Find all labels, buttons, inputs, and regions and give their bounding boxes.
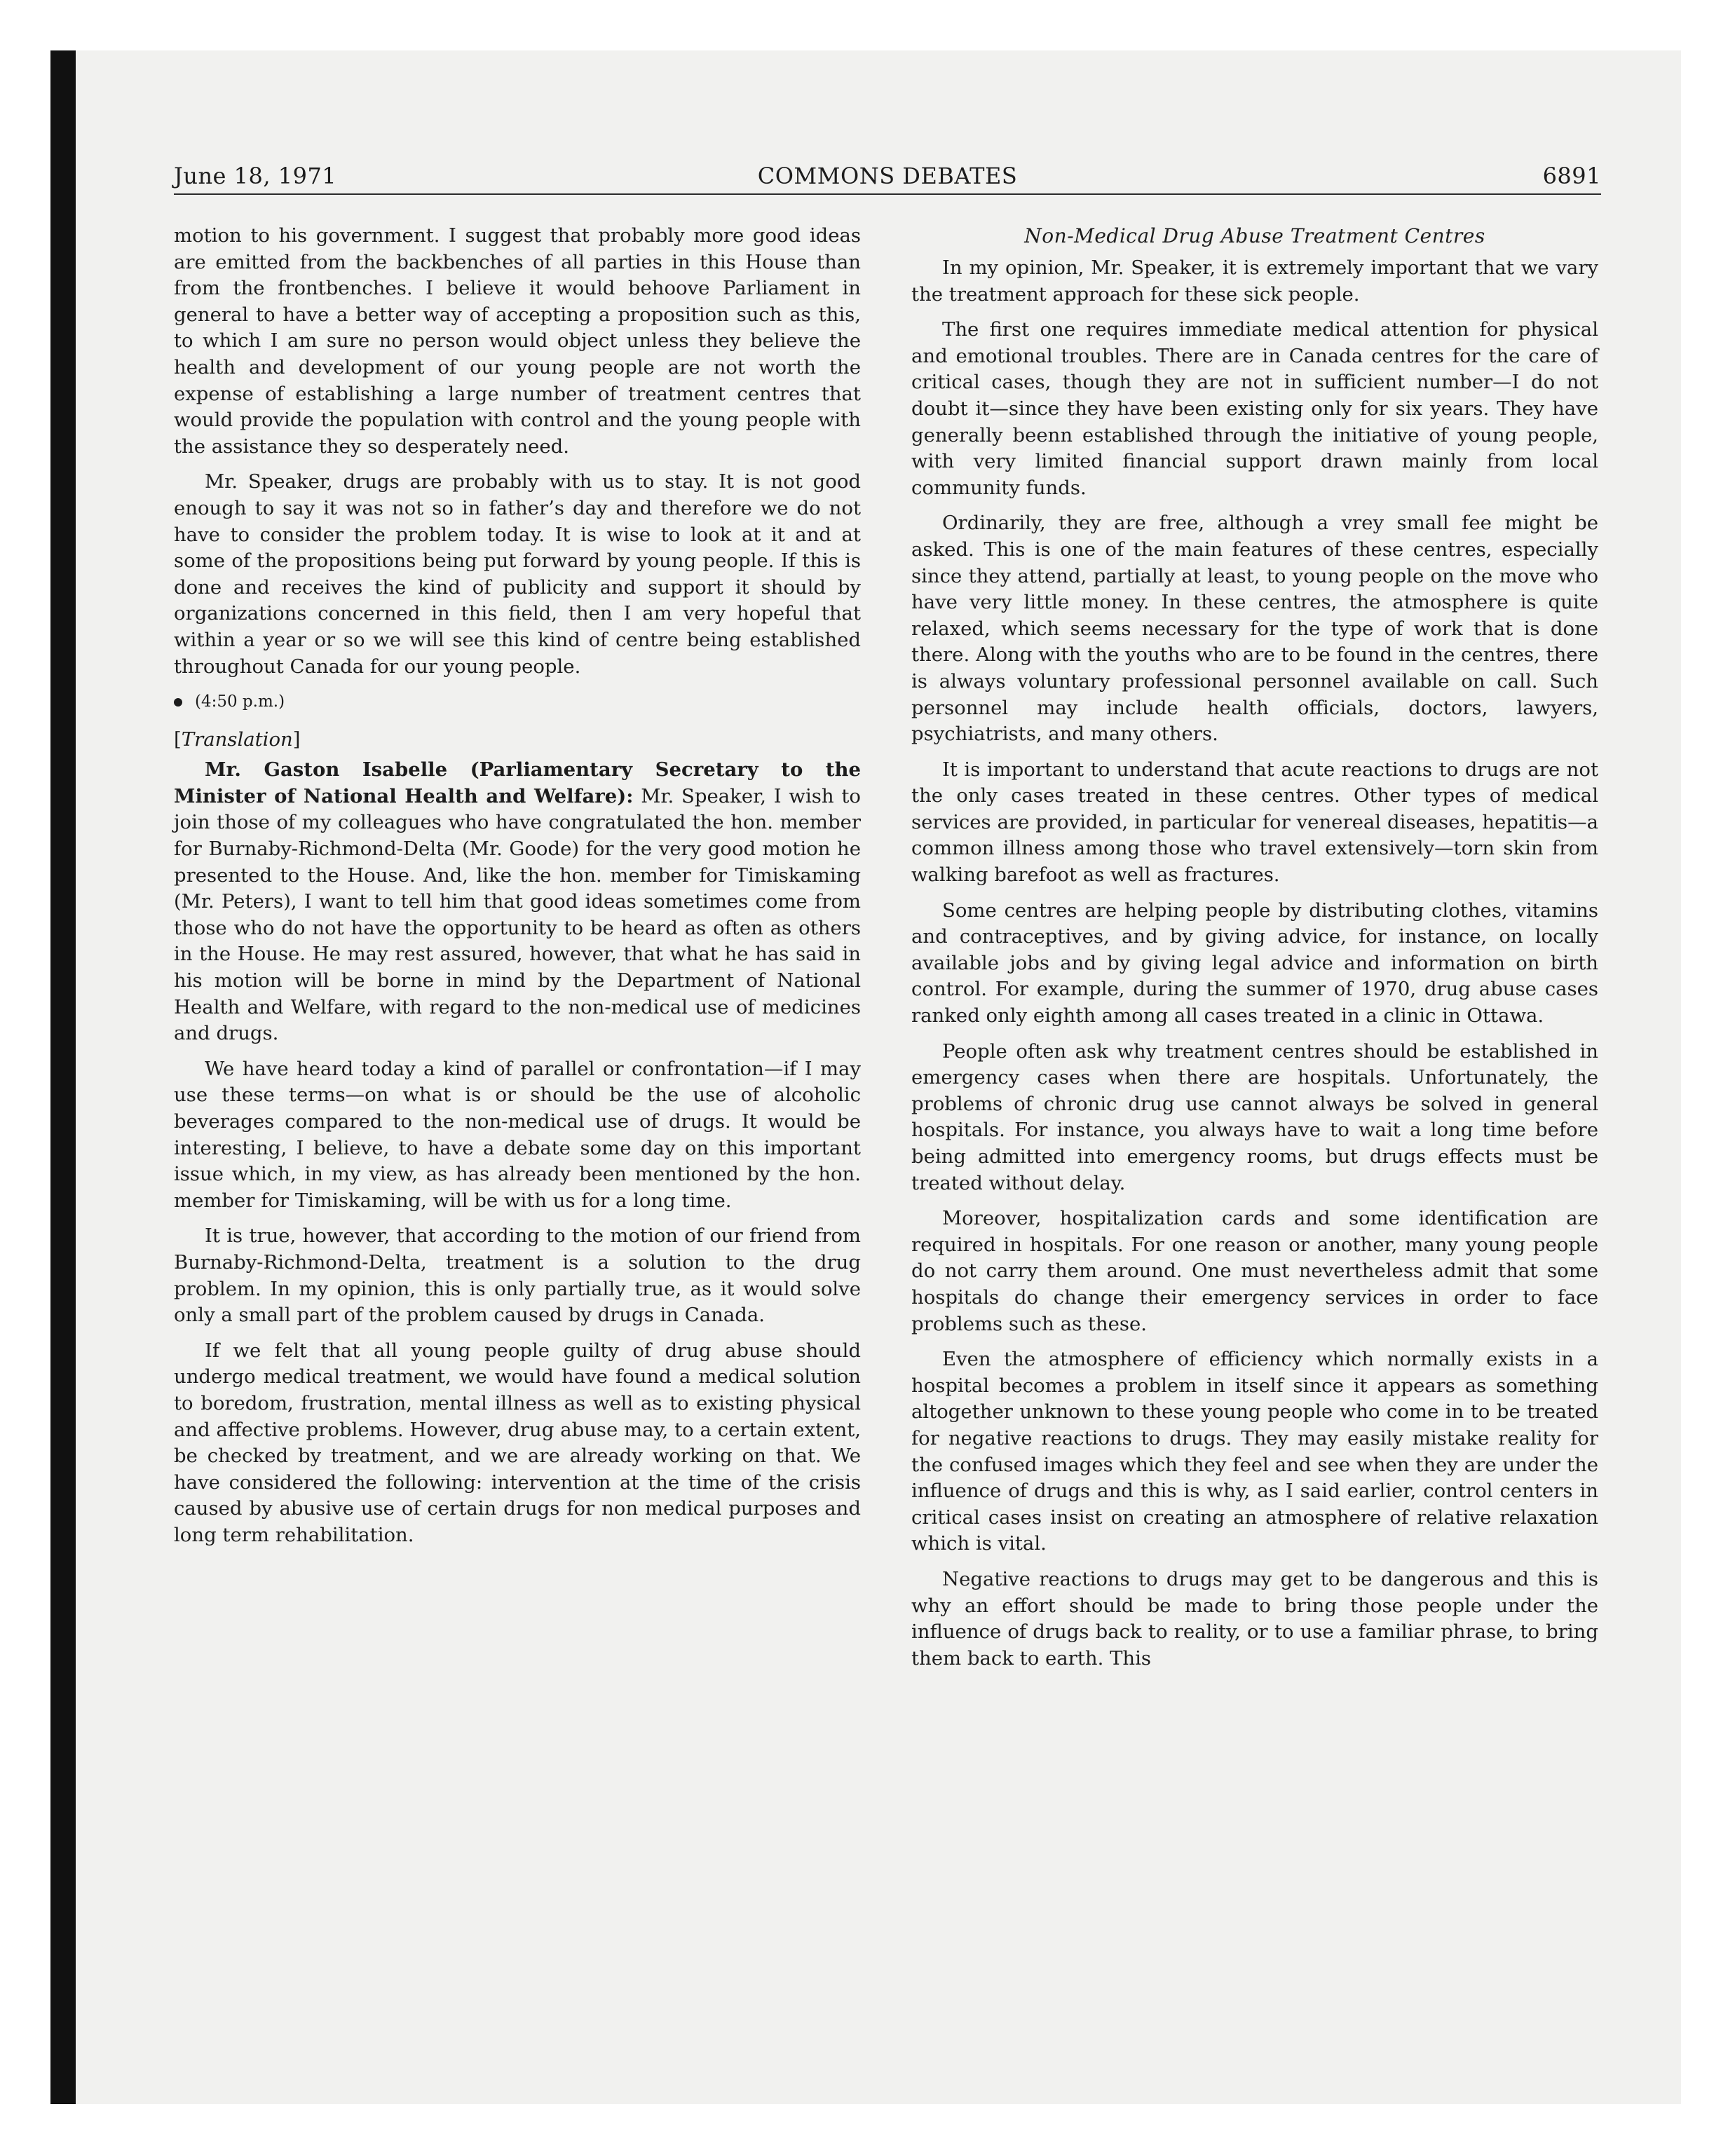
speaker-name: Mr. Gaston Isabelle (Parliamentary Secretary to the Minister of National Health and Welfare): — [174, 758, 861, 807]
paragraph: In my opinion, Mr. Speaker, it is extremely important that we vary the treatment approach for these sick people. — [911, 257, 1598, 306]
section-heading: Non-Medical Drug Abuse Treatment Centres — [1024, 224, 1485, 247]
time-marker — [174, 689, 861, 716]
header-date: June 18, 1971 — [174, 163, 337, 189]
paragraph: People often ask why treatment centres should be established in emergency cases when there are hospitals. Unfortunately, the problems of chronic drug use cannot always be solved in general hospitals. For instance, you always have to wait a long time before being admitted into emergency rooms, but drugs effects must be treated without delay. — [911, 1039, 1598, 1194]
time-marker-text: (4:50 p.m.) — [195, 692, 285, 711]
paragraph: Ordinarily, they are free, although a vrey small fee might be asked. This is one of the main features of these centres, especially since they attend, partially at least, to young people on the move who have very little money. In these centres, the atmosphere is quite relaxed, which seems necessary for the type of work that is done there. Along with the youths who are to be found in the centres, there is always voluntary professional personnel available on call. Such personnel may include health officials, doctors, lawyers, psychiatrists, and many others. — [911, 512, 1598, 746]
paragraph: Some centres are helping people by distributing clothes, vitamins and contraceptives, and by giving advice, for instance, on locally available jobs and by giving legal advice and information on birth control. For example, during the summer of 1970, drug abuse cases ranked only eighth among all cases treated in a clinic in Ottawa. — [911, 899, 1598, 1028]
left-column — [174, 223, 861, 1558]
header-page-number: 6891 — [1542, 163, 1601, 189]
speaker-text: Mr. Speaker, I wish to join those of my colleagues who have congratulated the hon. member for Burnaby-Richmond-Delta (Mr. Goode) for the very good motion he presented to the House. And, like the hon. member for Timiskaming (Mr. Peters), I want to tell him that good ideas sometimes come from those who do not have the opportunity to be heard as often as others in the House. He may rest assured, however, that what he has said in his motion will be borne in mind by the Department of National Health and Welfare, with regard to the non-medical use of medicines and drugs. — [174, 784, 861, 1045]
paragraph: The first one requires immediate medical attention for physical and emotional troubles. There are in Canada centres for the care of critical cases, though they are not in sufficient number—I do not doubt it—since they have been existing only for six years. They have generally beenn established through the initiative of young people, with very limited financial support drawn mainly from local community funds. — [911, 318, 1598, 499]
paragraph: Moreover, hospitalization cards and some identification are required in hospitals. For one reason or another, many young people do not carry them around. One must nevertheless admit that some hospitals do change their emergency services in order to face problems such as these. — [911, 1207, 1598, 1335]
paragraph: motion to his government. I suggest that probably more good ideas are emitted from the backbenches of all parties in this House than from the frontbenches. I believe it would behoove Parliament in general to have a better way of accepting a proposition such as this, to which I am sure no person would object unless they believe the health and development of our young people are not worth the expense of establishing a large number of treatment centres that would provide the population with control and the young people with the assistance they so desperately need. — [174, 224, 861, 458]
paragraph: It is true, however, that according to the motion of our friend from Burnaby-Richmond-Delta, treatment is a solution to the drug problem. In my opinion, this is only partially true, as it would solve only a small part of the problem caused by drugs in Canada. — [174, 1224, 861, 1327]
header-title: COMMONS DEBATES — [757, 163, 1018, 189]
paragraph: If we felt that all young people guilty of drug abuse should undergo medical treatment, we would have found a medical solution to boredom, frustration, mental illness as well as to existing physical and affective problems. However, drug abuse may, to a certain extent, be checked by treatment, and we are already working on that. We have considered the following: intervention at the time of the crisis caused by abusive use of certain drugs for non medical purposes and long term rehabilitation. — [174, 1339, 861, 1546]
page-header — [174, 160, 1601, 195]
speaker-paragraph — [174, 757, 861, 1047]
right-column — [911, 223, 1598, 1681]
paragraph: We have heard today a kind of parallel or confrontation—if I may use these terms—on what is or should be the use of alcoholic beverages compared to the non-medical use of drugs. It would be interesting, I believe, to have a debate some day on this important issue which, in my view, as has already been mentioned by the hon. member for Timiskaming, will be with us for a long time. — [174, 1057, 861, 1212]
scan-edge — [50, 50, 76, 2104]
paragraph: Negative reactions to drugs may get to be dangerous and this is why an effort should be made to bring those people under the influence of drugs back to reality, or to use a familiar phrase, to bring them back to earth. This — [911, 1567, 1598, 1670]
bullet-icon — [174, 698, 182, 707]
paragraph: It is important to understand that acute reactions to drugs are not the only cases treated in these centres. Other types of medical services are provided, in particular for venereal diseases, hepatitis—a common illness among those who travel extensively—torn skin from walking barefoot as well as fractures. — [911, 758, 1598, 887]
paragraph: Even the atmosphere of efficiency which normally exists in a hospital becomes a problem in itself since it appears as something altogether unknown to these young people who come in to be treated for negative reactions to drugs. They may easily mistake reality for the confused images which they feel and see when they are under the influence of drugs and this is why, as I said earlier, control centers in critical cases insist on creating an atmosphere of relative relaxation which is vital. — [911, 1348, 1598, 1555]
translation-label: [Translation] — [174, 728, 301, 751]
translation-label-text: Translation — [181, 728, 293, 751]
paragraph: Mr. Speaker, drugs are probably with us to stay. It is not good enough to say it was not so in father’s day and therefore we do not have to consider the problem today. It is wise to look at it and at some of the propositions being put forward by young people. If this is done and receives the kind of publicity and support it should by organizations concerned in this field, then I am very hopeful that within a year or so we will see this kind of centre being established throughout Canada for our young people. — [174, 470, 861, 678]
header-rule — [174, 193, 1601, 195]
